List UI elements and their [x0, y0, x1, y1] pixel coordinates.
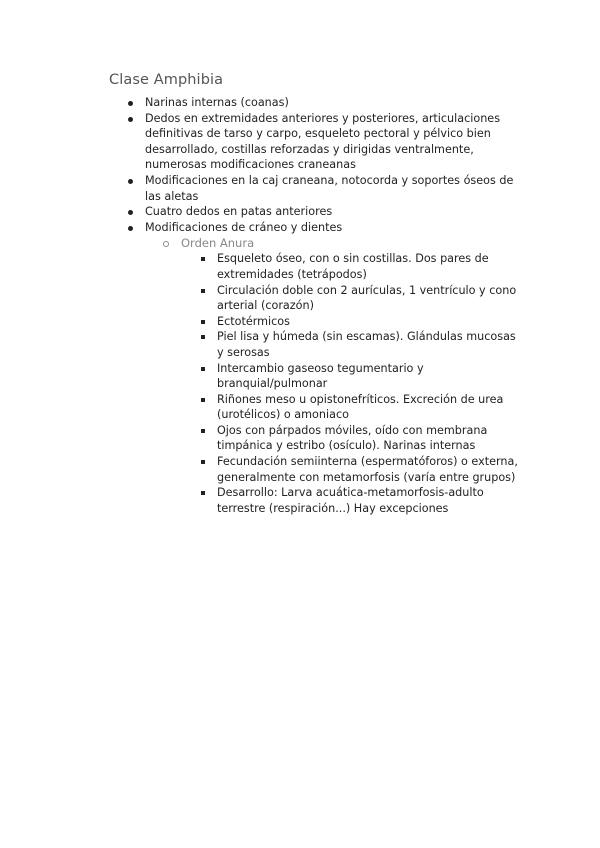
list-item-text: Dedos en extremidades anteriores y posteriores, articulaciones definitivas de tarso y carpo, esqueleto pectoral y pélvico bien desarrollado, costillas reforzadas y dirigidas ventralmente, numerosas modificaciones craneanas [145, 111, 501, 172]
list-item-text: Piel lisa y húmeda (sin escamas). Glándulas mucosas y serosas [217, 330, 516, 359]
list-item-text: Narinas internas (coanas) [145, 96, 289, 109]
bullet-dot-icon [128, 210, 133, 215]
bullet-square-icon [201, 289, 205, 293]
list-item [217, 329, 525, 360]
list-item [217, 361, 525, 392]
list-item-text: Riñones meso u opistonefríticos. Excreción de urea (urotélicos) o amoniaco [217, 392, 504, 422]
list-item-text: Modificaciones en la caj craneana, notocorda y soportes óseos de las aletas [145, 173, 514, 203]
list-item [217, 392, 525, 423]
bullet-dot-icon [128, 226, 133, 231]
list-item-text: Esqueleto óseo, con o sin costillas. Dos pares de extremidades (tetrápodos) [217, 252, 489, 281]
list-item [217, 423, 525, 454]
list-item-text: Ojos con párpados móviles, oído con membrana timpánica y estribo (osículo). Narinas internas [217, 423, 488, 453]
list-item-text: Circulación doble con 2 aurículas, 1 ventrículo y cono arterial (corazón) [217, 283, 517, 313]
list-item [217, 283, 525, 314]
bullet-dot-icon [128, 179, 133, 184]
bullet-square-icon [201, 335, 205, 339]
list-item-text: Fecundación semiinterna (espermatóforos) o externa, generalmente con metamorfosis (varía entre grupos) [217, 455, 518, 484]
section-heading: Clase Amphibia [109, 72, 224, 88]
list-item [217, 251, 525, 282]
list-item-text: Cuatro dedos en patas anteriores [145, 205, 333, 219]
list-item-text: Desarrollo: Larva acuática-metamorfosis-adulto terrestre (respiración...) Hay excepciones [217, 486, 484, 515]
bullet-dot-icon [128, 101, 133, 106]
bullet-dot-icon [128, 117, 133, 122]
list-item-text: Intercambio gaseoso tegumentario y branquial/pulmonar [217, 361, 424, 391]
bullet-circle-icon [163, 241, 169, 247]
bullet-square-icon [201, 460, 205, 464]
main-bullet-list [145, 95, 530, 516]
list-item [217, 454, 525, 485]
list-item-text: Ectotérmicos [217, 314, 290, 328]
list-item [217, 314, 525, 330]
list-item [217, 485, 525, 516]
list-item [145, 204, 530, 220]
bullet-square-icon [201, 491, 205, 495]
bullet-square-icon [201, 429, 205, 433]
bullet-square-icon [201, 367, 205, 371]
order-heading-item [181, 235, 530, 516]
bullet-square-icon [201, 398, 205, 402]
list-item [145, 111, 530, 173]
list-item-text: Modificaciones de cráneo y dientes [145, 220, 343, 234]
sub-list [145, 235, 530, 516]
order-characteristics-list [181, 251, 530, 516]
bullet-square-icon [201, 257, 205, 261]
list-item [145, 220, 530, 517]
list-item [145, 95, 530, 111]
list-item [145, 173, 530, 204]
order-heading: Orden Anura [181, 236, 255, 251]
bullet-square-icon [201, 320, 205, 324]
